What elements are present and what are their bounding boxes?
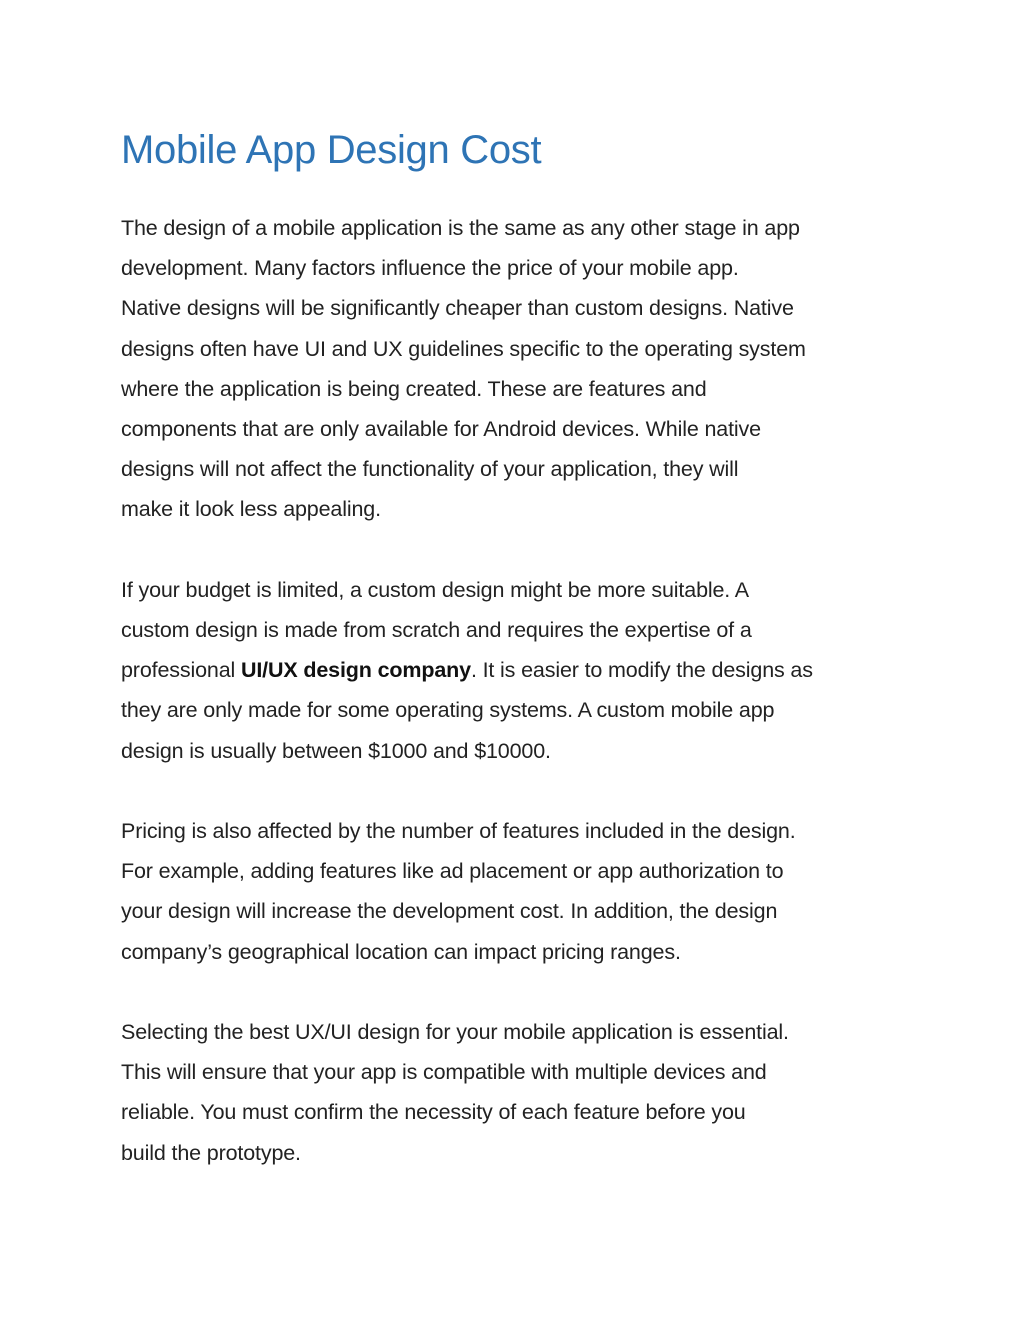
document-body (121, 208, 921, 1173)
text-line: Native designs will be significantly cheaper than custom designs. Native (121, 296, 794, 321)
text-line: This will ensure that your app is compatible with multiple devices and (121, 1060, 767, 1085)
text-line: build the prototype. (121, 1140, 301, 1165)
text-line: they are only made for some operating systems. A custom mobile app (121, 698, 775, 723)
text-line: Selecting the best UX/UI design for your mobile application is essential. (121, 1020, 789, 1045)
text-line: design is usually between $1000 and $10000. (121, 738, 551, 763)
text-line: where the application is being created. These are features and (121, 376, 707, 401)
document-page (121, 124, 921, 1173)
text-line: components that are only available for Android devices. While native (121, 417, 761, 442)
paragraph-native-designs (121, 208, 921, 530)
text-line: company’s geographical location can impact pricing ranges. (121, 939, 681, 964)
text-line: designs will not affect the functionality of your application, they will (121, 457, 739, 482)
text-segment: . It is easier to modify the designs as (470, 658, 813, 683)
text-line: your design will increase the development cost. In addition, the design (121, 899, 778, 924)
paragraph-selecting-design (121, 1012, 921, 1173)
text-line: reliable. You must confirm the necessity of each feature before you (121, 1100, 746, 1125)
text-line: The design of a mobile application is the same as any other stage in app (121, 216, 800, 240)
text-line: designs often have UI and UX guidelines specific to the operating system (121, 336, 806, 361)
text-line: make it look less appealing. (121, 497, 381, 522)
page-title: Mobile App Design Cost (121, 128, 542, 172)
text-line: For example, adding features like ad placement or app authorization to (121, 859, 784, 884)
text-line-with-link (121, 650, 921, 690)
paragraph-custom-design (121, 570, 921, 771)
paragraph-pricing (121, 811, 921, 972)
text-segment: professional (121, 658, 241, 683)
text-line: custom design is made from scratch and requires the expertise of a (121, 618, 752, 643)
text-line: If your budget is limited, a custom design might be more suitable. A (121, 577, 749, 602)
ui-ux-design-company-link[interactable]: UI/UX design company (240, 658, 471, 683)
text-line: Pricing is also affected by the number of features included in the design. (121, 819, 796, 844)
text-line: development. Many factors influence the price of your mobile app. (121, 256, 739, 281)
